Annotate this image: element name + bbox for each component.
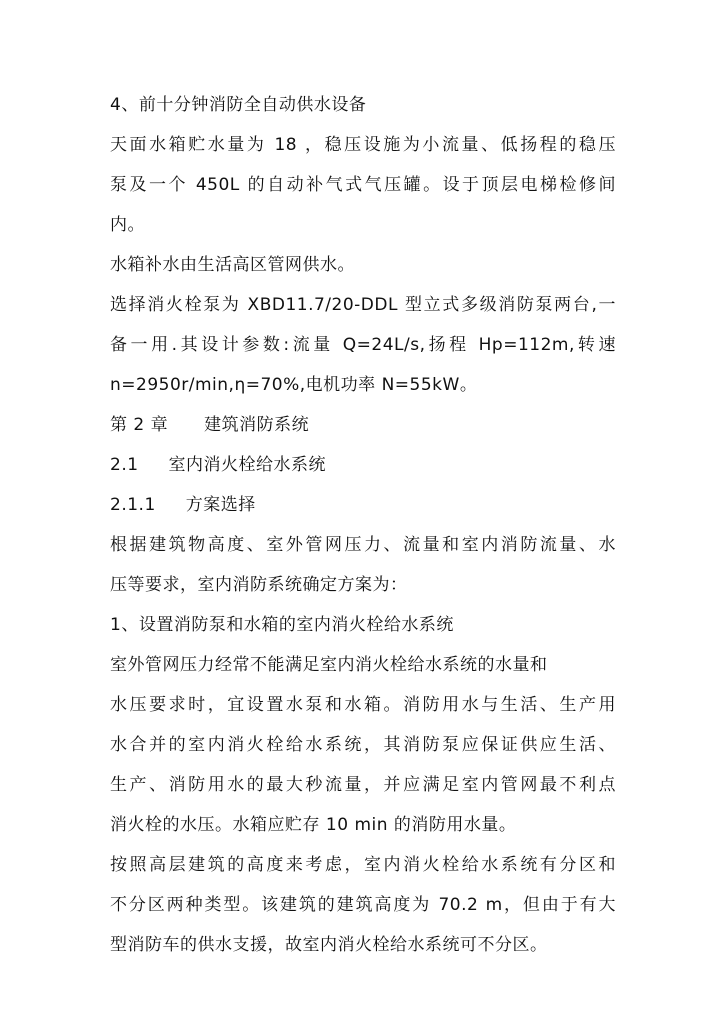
paragraph-line: 备一用.其设计参数:流量 Q=24L/s,扬程 Hp=112m,转速 (110, 335, 616, 355)
paragraph-line: 根据建筑物高度、室外管网压力、流量和室内消防流量、水 (110, 535, 616, 555)
paragraph-line: 消火栓的水压。水箱应贮存 10 min 的消防用水量。 (110, 815, 517, 835)
paragraph-line: 选择消火栓泵为 XBD11.7/20-DDL 型立式多级消防泵两台,一 (110, 295, 616, 315)
subsection-number: 2.1.1 (110, 495, 156, 515)
paragraph-line: 压等要求，室内消防系统确定方案为： (110, 575, 408, 595)
item-heading-4: 4、前十分钟消防全自动供水设备 (110, 95, 367, 115)
paragraph-line: 泵及一个 450L 的自动补气式气压罐。设于顶层电梯检修间 (110, 175, 616, 195)
section-title: 室内消火栓给水系统 (168, 455, 327, 475)
paragraph-line: n=2950r/min,η=70%,电机功率 N=55kW。 (110, 375, 478, 395)
paragraph-line: 型消防车的供水支援，故室内消火栓给水系统可不分区。 (110, 935, 548, 955)
section-heading (110, 454, 616, 476)
paragraph-line: 生产、消防用水的最大秒流量，并应满足室内管网最不利点 (110, 775, 616, 795)
subsection-heading (110, 494, 616, 516)
chapter-number: 第 2 章 (110, 415, 169, 435)
paragraph-line: 内。 (110, 215, 145, 235)
paragraph-line: 天面水箱贮水量为 18 ，稳压设施为小流量、低扬程的稳压 (110, 135, 616, 155)
paragraph-line: 水压要求时，宜设置水泵和水箱。消防用水与生活、生产用 (110, 695, 616, 715)
paragraph-line: 水箱补水由生活高区管网供水。 (110, 255, 355, 275)
subsection-title: 方案选择 (185, 495, 256, 515)
chapter-heading (110, 414, 616, 436)
item-heading-1: 1、设置消防泵和水箱的室内消火栓给水系统 (110, 615, 454, 635)
paragraph-line: 水合并的室内消火栓给水系统，其消防泵应保证供应生活、 (110, 735, 616, 755)
paragraph-line: 按照高层建筑的高度来考虑，室内消火栓给水系统有分区和 (110, 855, 616, 875)
chapter-title: 建筑消防系统 (204, 415, 310, 435)
paragraph-line: 不分区两种类型。该建筑的建筑高度为 70.2 m，但由于有大 (110, 895, 616, 915)
paragraph-line: 室外管网压力经常不能满足室内消火栓给水系统的水量和 (110, 655, 548, 675)
section-number: 2.1 (110, 455, 139, 475)
